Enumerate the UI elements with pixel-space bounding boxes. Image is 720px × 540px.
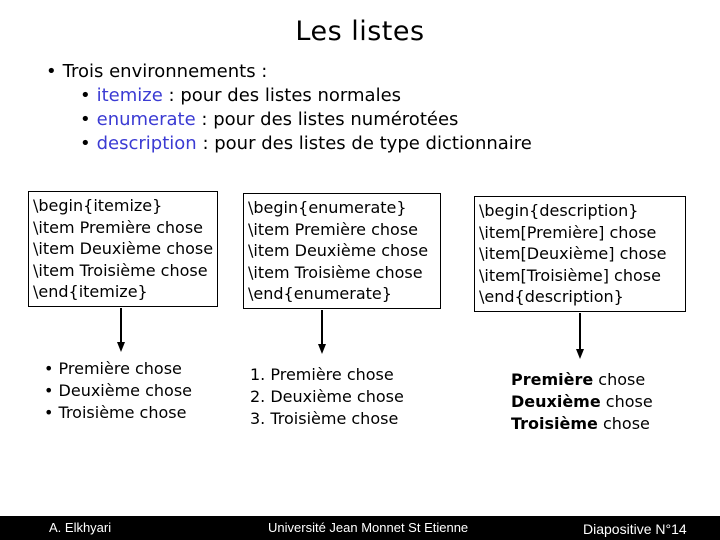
description-term: Deuxième — [511, 392, 601, 411]
description-term: Troisième — [511, 414, 598, 433]
bullet-icon: • — [80, 109, 91, 130]
result-line: 3. Troisième chose — [250, 409, 399, 428]
code-line: \begin{description} — [479, 201, 639, 220]
result-line: 2. Deuxième chose — [250, 387, 404, 406]
footer-institution: Université Jean Monnet St Etienne — [268, 520, 469, 535]
bullet-icon: • — [80, 85, 91, 106]
intro-heading: Trois environnements : — [62, 61, 268, 82]
code-line: \begin{itemize} — [33, 196, 163, 215]
description-term: Première — [511, 370, 594, 389]
description-rest: chose — [597, 414, 650, 433]
code-line: \item Première chose — [248, 219, 418, 239]
code-line: \end{itemize} — [33, 282, 148, 301]
result-enumerate — [250, 364, 404, 430]
bullet-icon: • — [46, 61, 57, 82]
result-line — [511, 369, 653, 391]
code-line: \end{description} — [479, 287, 624, 306]
result-line — [511, 413, 653, 435]
result-line: 1. Première chose — [250, 365, 394, 384]
env-name: itemize — [96, 85, 163, 106]
code-line: \item Première chose — [33, 217, 203, 237]
code-line: \item[Deuxième] chose — [479, 244, 667, 263]
arrow-head-icon — [318, 344, 326, 354]
code-line: \item[Troisième] chose — [479, 265, 661, 285]
code-line: \end{enumerate} — [248, 284, 392, 303]
arrow-down-icon — [321, 310, 323, 346]
env-name: description — [96, 133, 197, 154]
description-rest: chose — [600, 392, 653, 411]
result-itemize — [44, 358, 192, 424]
code-line: \item Deuxième chose — [248, 241, 429, 260]
result-line: • Première chose — [44, 359, 182, 378]
env-desc: : pour des listes normales — [162, 85, 402, 106]
footer-page-number: Diapositive N°14 — [583, 521, 687, 537]
bullet-icon: • — [80, 133, 91, 154]
code-line: \item[Première] chose — [479, 222, 657, 242]
env-name: enumerate — [96, 109, 196, 130]
code-line: \begin{enumerate} — [248, 198, 407, 217]
code-box-enumerate — [243, 193, 441, 309]
intro-item-itemize — [46, 84, 532, 108]
intro-item-enumerate — [46, 108, 532, 132]
arrow-down-icon — [579, 313, 581, 351]
result-line: • Deuxième chose — [44, 381, 193, 400]
arrow-head-icon — [576, 349, 584, 359]
result-description — [511, 369, 653, 435]
arrow-down-icon — [120, 308, 122, 344]
intro-heading-line — [46, 60, 532, 84]
arrow-head-icon — [117, 342, 125, 352]
env-desc: : pour des listes numérotées — [195, 109, 459, 130]
code-line: \item Troisième chose — [248, 262, 423, 282]
env-desc: : pour des listes de type dictionnaire — [196, 133, 532, 154]
intro-item-description — [46, 132, 532, 156]
code-box-itemize — [28, 191, 218, 307]
description-rest: chose — [593, 370, 646, 389]
result-line: • Troisième chose — [44, 403, 187, 422]
code-box-description — [474, 196, 686, 312]
result-line — [511, 391, 653, 413]
code-line: \item Deuxième chose — [33, 239, 214, 258]
slide-title: Les listes — [295, 16, 425, 47]
footer-bar — [0, 516, 720, 540]
intro-list — [46, 60, 532, 156]
footer-author: A. Elkhyari — [49, 520, 112, 535]
code-line: \item Troisième chose — [33, 260, 208, 280]
